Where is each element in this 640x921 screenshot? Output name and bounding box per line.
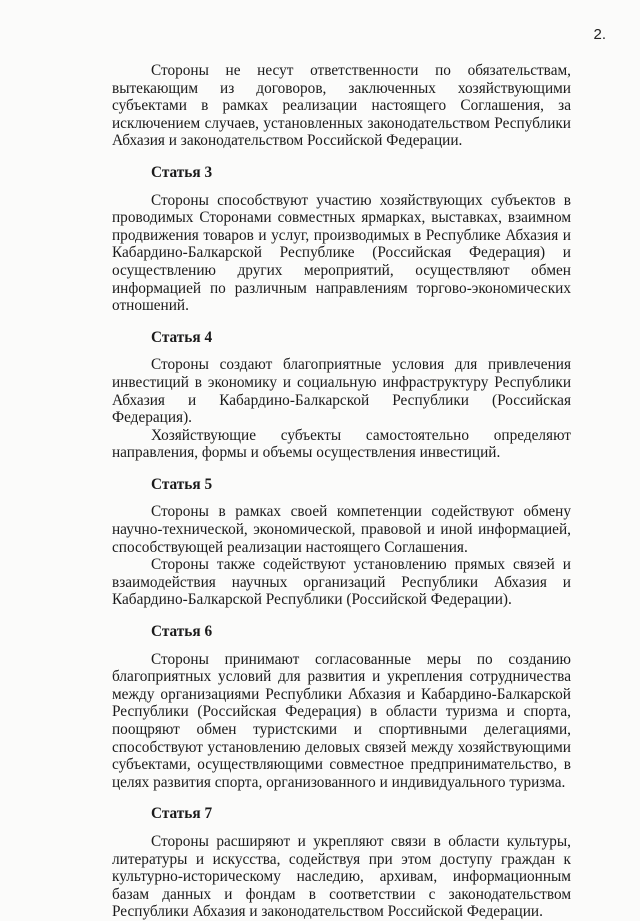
page-number: 2.	[593, 26, 606, 43]
paragraph: Стороны создают благоприятные условия для привлечения инвестиций в экономику и социальную инфраструктуру Республики Абхазия и Кабардино-Балкарской Республики (Российская Федерация).	[112, 356, 571, 427]
article-heading: Статья 4	[151, 328, 213, 346]
paragraph: Стороны способствуют участию хозяйствующих субъектов в проводимых Сторонами совместных ярмарках, выставках, взаимном продвижения товаров и услуг, производимых в Республике Абхазия и Кабардино-Балкарской Республике (Российская Федерация) и осуществлению других мероприятий, осуществляют обмен информацией по различным направлениям торгово-экономических отношений.	[112, 191, 571, 315]
article-7	[112, 805, 571, 921]
article-heading: Статья 3	[151, 163, 213, 181]
article-4	[112, 329, 571, 462]
paragraph: Стороны расширяют и укрепляют связи в области культуры, литературы и искусства, содействуя при этом доступу граждан к культурно-историческому наследию, архивам, информационным базам данных и фондам в соответствии с законодательством Республики Абхазия и законодательством Российской Федерации.	[112, 832, 571, 921]
paragraph: Стороны в рамках своей компетенции содействуют обмену научно-технической, экономической, правовой и иной информацией, способствующей реализации настоящего Соглашения.	[112, 503, 571, 556]
document-body	[112, 62, 571, 921]
paragraph: Стороны также содействуют установлению прямых связей и взаимодействия научных организаций Республики Абхазия и Кабардино-Балкарской Республики (Российской Федерации).	[112, 556, 571, 609]
paragraph: Стороны не несут ответственности по обязательствам, вытекающим из договоров, заключенных хозяйствующими субъектами в рамках реализации настоящего Соглашения, за исключением случаев, установленных законодательством Республики Абхазия и законодательством Российской Федерации.	[112, 62, 571, 150]
article-heading: Статья 7	[151, 805, 213, 823]
intro-section	[112, 62, 571, 150]
article-heading: Статья 6	[151, 623, 213, 641]
article-6	[112, 623, 571, 791]
paragraph: Стороны принимают согласованные меры по созданию благоприятных условий для развития и укрепления сотрудничества между организациями Республики Абхазия и Кабардино-Балкарской Республики (Российская Федерация) в области туризма и спорта, поощряют обмен туристскими и спортивными делегациями, способствуют установлению деловых связей между хозяйствующими субъектами, осуществляющими совместное предпринимательство, в целях развития спорта, организованного и индивидуального туризма.	[112, 650, 571, 791]
article-5	[112, 476, 571, 609]
article-heading: Статья 5	[151, 475, 213, 493]
article-3	[112, 164, 571, 315]
paragraph: Хозяйствующие субъекты самостоятельно определяют направления, формы и объемы осуществления инвестиций.	[112, 426, 571, 462]
